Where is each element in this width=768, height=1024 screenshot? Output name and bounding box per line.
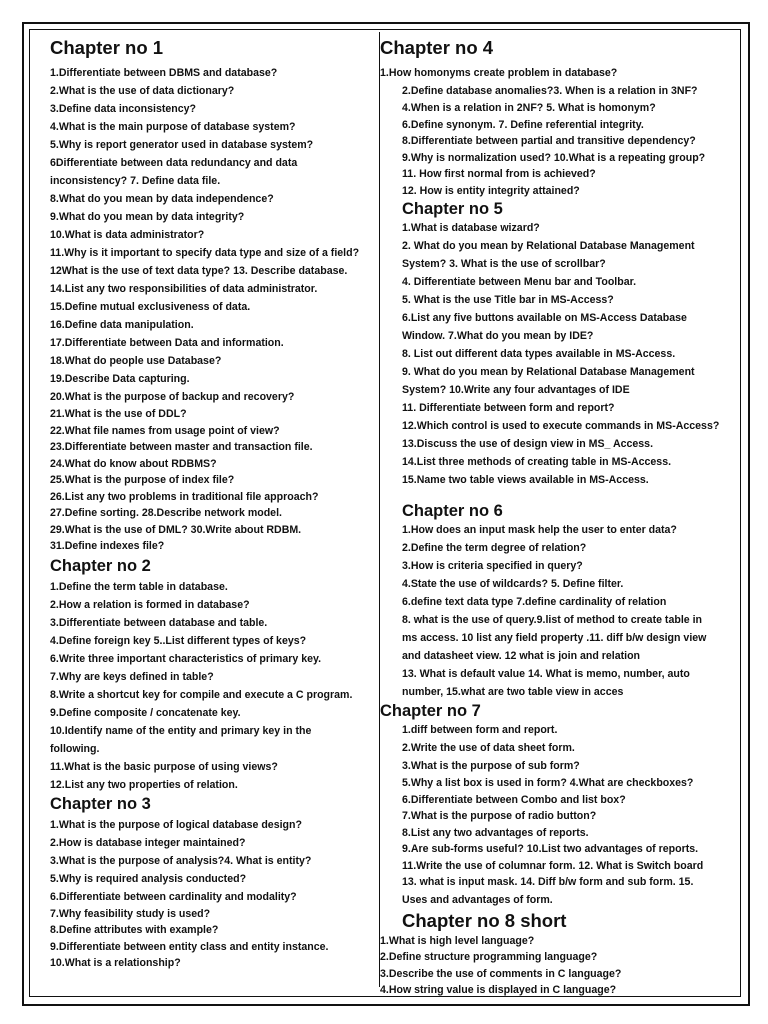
question-line: 9.What do you mean by data integrity?	[50, 211, 245, 223]
question-line: 3.What is the purpose of sub form?	[402, 760, 580, 772]
question-line: 4.When is a relation in 2NF? 5. What is homonym?	[402, 102, 656, 114]
question-line: 3.Differentiate between database and table.	[50, 616, 268, 629]
question-line: 4.Define foreign key 5..List different types of keys?	[50, 634, 307, 647]
question-line: 12.List any two properties of relation.	[50, 778, 238, 791]
question-line: 29.What is the use of DML? 30.Write about RDBM.	[50, 523, 302, 536]
question-line: 13. What is default value 14. What is memo, number, auto	[402, 668, 690, 680]
question-line: 8.What do you mean by data independence?	[50, 193, 274, 205]
question-line: 8. List out different data types available in MS-Access.	[402, 348, 676, 360]
question-line: 6.define text data type 7.define cardinality of relation	[402, 596, 667, 608]
question-line: 4.What is the main purpose of database system?	[50, 121, 296, 133]
question-line: 11.Write the use of columnar form. 12. What is Switch board	[402, 859, 704, 872]
chapter-title: Chapter no 3	[50, 794, 151, 813]
question-line: 24.What do know about RDBMS?	[50, 457, 217, 470]
question-line: 23.Differentiate between master and transaction file.	[50, 441, 313, 453]
question-line: 15.Define mutual exclusiveness of data.	[50, 301, 251, 313]
question-line: 8.List any two advantages of reports.	[402, 826, 589, 839]
chapter-section	[380, 909, 730, 999]
question-line: 2.How is database integer maintained?	[50, 836, 246, 849]
question-line: 2.Define database anomalies?3. When is a relation in 3NF?	[402, 85, 698, 97]
question-line: 7.Why feasibility study is used?	[50, 907, 211, 920]
chapter-section	[380, 199, 730, 489]
chapter-section	[380, 36, 730, 199]
question-line: inconsistency? 7. Define data file.	[50, 175, 221, 187]
chapter-section	[380, 701, 730, 909]
question-line: 13.Discuss the use of design view in MS_ Access.	[402, 438, 654, 450]
question-line: 2.Define structure programming language?	[380, 951, 598, 963]
question-line: number, 15.what are two table view in acces	[402, 686, 624, 698]
question-line: 31.Define indexes file?	[50, 540, 165, 552]
question-line: 17.Differentiate between Data and information.	[50, 337, 284, 349]
question-line: 18.What do people use Database?	[50, 355, 222, 367]
question-line: 6.List any five buttons available on MS-Access Database	[402, 312, 687, 324]
chapter-section	[380, 501, 730, 701]
question-line: 6.Define synonym. 7. Define referential integrity.	[402, 118, 644, 131]
question-line: 2.Write the use of data sheet form.	[402, 742, 575, 754]
question-line: 11.Why is it important to specify data type and size of a field?	[50, 247, 360, 259]
question-line: 9.Are sub-forms useful? 10.List two advantages of reports.	[402, 843, 699, 855]
chapter-title: Chapter no 8 short	[402, 909, 567, 931]
question-line: 25.What is the purpose of index file?	[50, 474, 235, 486]
question-line: 6.Differentiate between cardinality and modality?	[50, 890, 297, 903]
question-line: 20.What is the purpose of backup and recovery?	[50, 391, 295, 403]
chapter-title: Chapter no 5	[402, 200, 503, 218]
question-line: 2. What do you mean by Relational Database Management	[402, 240, 695, 252]
question-line: and datasheet view. 12 what is join and relation	[402, 650, 641, 662]
question-line: 11.What is the basic purpose of using views?	[50, 760, 278, 773]
question-line: 27.Define sorting. 28.Describe network model.	[50, 507, 282, 519]
right-column	[380, 36, 730, 999]
question-line: 9.Differentiate between entity class and entity instance.	[50, 940, 329, 953]
question-line: 3.Define data inconsistency?	[50, 103, 197, 115]
question-line: 1.Define the term table in database.	[50, 580, 228, 593]
chapter-title: Chapter no 4	[380, 37, 494, 58]
question-line: 16.Define data manipulation.	[50, 319, 194, 331]
question-line: 4.How string value is displayed in C language?	[380, 984, 617, 996]
chapter-title: Chapter no 2	[50, 556, 151, 575]
question-line: 3.Describe the use of comments in C language?	[380, 967, 622, 980]
question-line: 26.List any two problems in traditional file approach?	[50, 490, 319, 503]
question-line: 6.Differentiate between Combo and list box?	[402, 793, 626, 806]
chapter-section	[50, 556, 376, 794]
question-line: 5.Why a list box is used in form? 4.What are checkboxes?	[402, 777, 694, 789]
question-line: 1.What is high level language?	[380, 934, 535, 947]
question-line: 19.Describe Data capturing.	[50, 373, 190, 385]
question-line: 1.How does an input mask help the user to enter data?	[402, 524, 677, 536]
chapter-title: Chapter no 7	[380, 702, 481, 720]
question-line: 12.Which control is used to execute commands in MS-Access?	[402, 420, 720, 432]
question-line: 15.Name two table views available in MS-Access.	[402, 474, 649, 486]
question-line: 9.Why is normalization used? 10.What is a repeating group?	[402, 151, 706, 164]
question-line: 5.Why is required analysis conducted?	[50, 872, 247, 885]
chapter-title: Chapter no 6	[402, 502, 503, 520]
question-line: 2.Define the term degree of relation?	[402, 542, 587, 554]
question-line: 14.List three methods of creating table in MS-Access.	[402, 456, 672, 468]
question-line: 1.What is the purpose of logical database design?	[50, 818, 302, 831]
question-line: 1.What is database wizard?	[402, 222, 540, 234]
question-line: 4. Differentiate between Menu bar and Toolbar.	[402, 276, 637, 288]
question-line: 5.Why is report generator used in database system?	[50, 139, 314, 151]
question-line: 8.Write a shortcut key for compile and execute a C program.	[50, 688, 353, 701]
question-line: 4.State the use of wildcards? 5. Define filter.	[402, 578, 624, 590]
question-line: 12. How is entity integrity attained?	[402, 184, 580, 197]
chapter-title: Chapter no 1	[50, 37, 164, 58]
question-line: 6Differentiate between data redundancy and data	[50, 157, 298, 169]
chapter-section	[50, 794, 376, 972]
question-line: 21.What is the use of DDL?	[50, 408, 187, 420]
chapter-section	[50, 36, 376, 555]
question-line: 9.Define composite / concatenate key.	[50, 706, 241, 719]
question-line: 8.Differentiate between partial and transitive dependency?	[402, 135, 696, 147]
question-line: 8. what is the use of query.9.list of method to create table in	[402, 614, 703, 626]
question-line: 6.Write three important characteristics of primary key.	[50, 652, 322, 665]
question-line: 1.diff between form and report.	[402, 724, 558, 736]
question-line: 2.How a relation is formed in database?	[50, 598, 250, 611]
question-line: 8.Define attributes with example?	[50, 924, 219, 936]
question-line: 12What is the use of text data type? 13. Describe database.	[50, 265, 348, 277]
question-line: 11. How first normal from is achieved?	[402, 168, 596, 180]
question-line: 9. What do you mean by Relational Database Management	[402, 366, 695, 378]
question-line: Uses and advantages of form.	[402, 893, 553, 906]
question-line: 2.What is the use of data dictionary?	[50, 85, 235, 97]
question-line: 3.What is the purpose of analysis?4. What is entity?	[50, 854, 312, 867]
question-line: 3.How is criteria specified in query?	[402, 560, 583, 572]
question-line: 1.Differentiate between DBMS and database?	[50, 67, 278, 79]
question-line: 10.What is data administrator?	[50, 229, 205, 241]
left-column	[50, 36, 376, 972]
question-line: System? 10.Write any four advantages of IDE	[402, 384, 630, 396]
question-line: 14.List any two responsibilities of data administrator.	[50, 283, 318, 295]
question-line: System? 3. What is the use of scrollbar?	[402, 258, 606, 270]
question-line: 1.How homonyms create problem in database?	[380, 67, 618, 79]
question-line: 7.What is the purpose of radio button?	[402, 810, 597, 822]
question-line: 7.Why are keys defined in table?	[50, 670, 214, 683]
question-line: 11. Differentiate between form and report?	[402, 402, 615, 414]
question-line: ms access. 10 list any field property .11. diff b/w design view	[402, 632, 707, 644]
question-line: following.	[50, 742, 100, 755]
question-line: 10.What is a relationship?	[50, 957, 181, 969]
question-line: Window. 7.What do you mean by IDE?	[402, 330, 594, 342]
question-line: 10.Identify name of the entity and primary key in the	[50, 724, 312, 737]
question-line: 13. what is input mask. 14. Diff b/w form and sub form. 15.	[402, 876, 694, 888]
question-line: 22.What file names from usage point of view?	[50, 424, 280, 437]
question-line: 5. What is the use Title bar in MS-Access?	[402, 294, 614, 306]
